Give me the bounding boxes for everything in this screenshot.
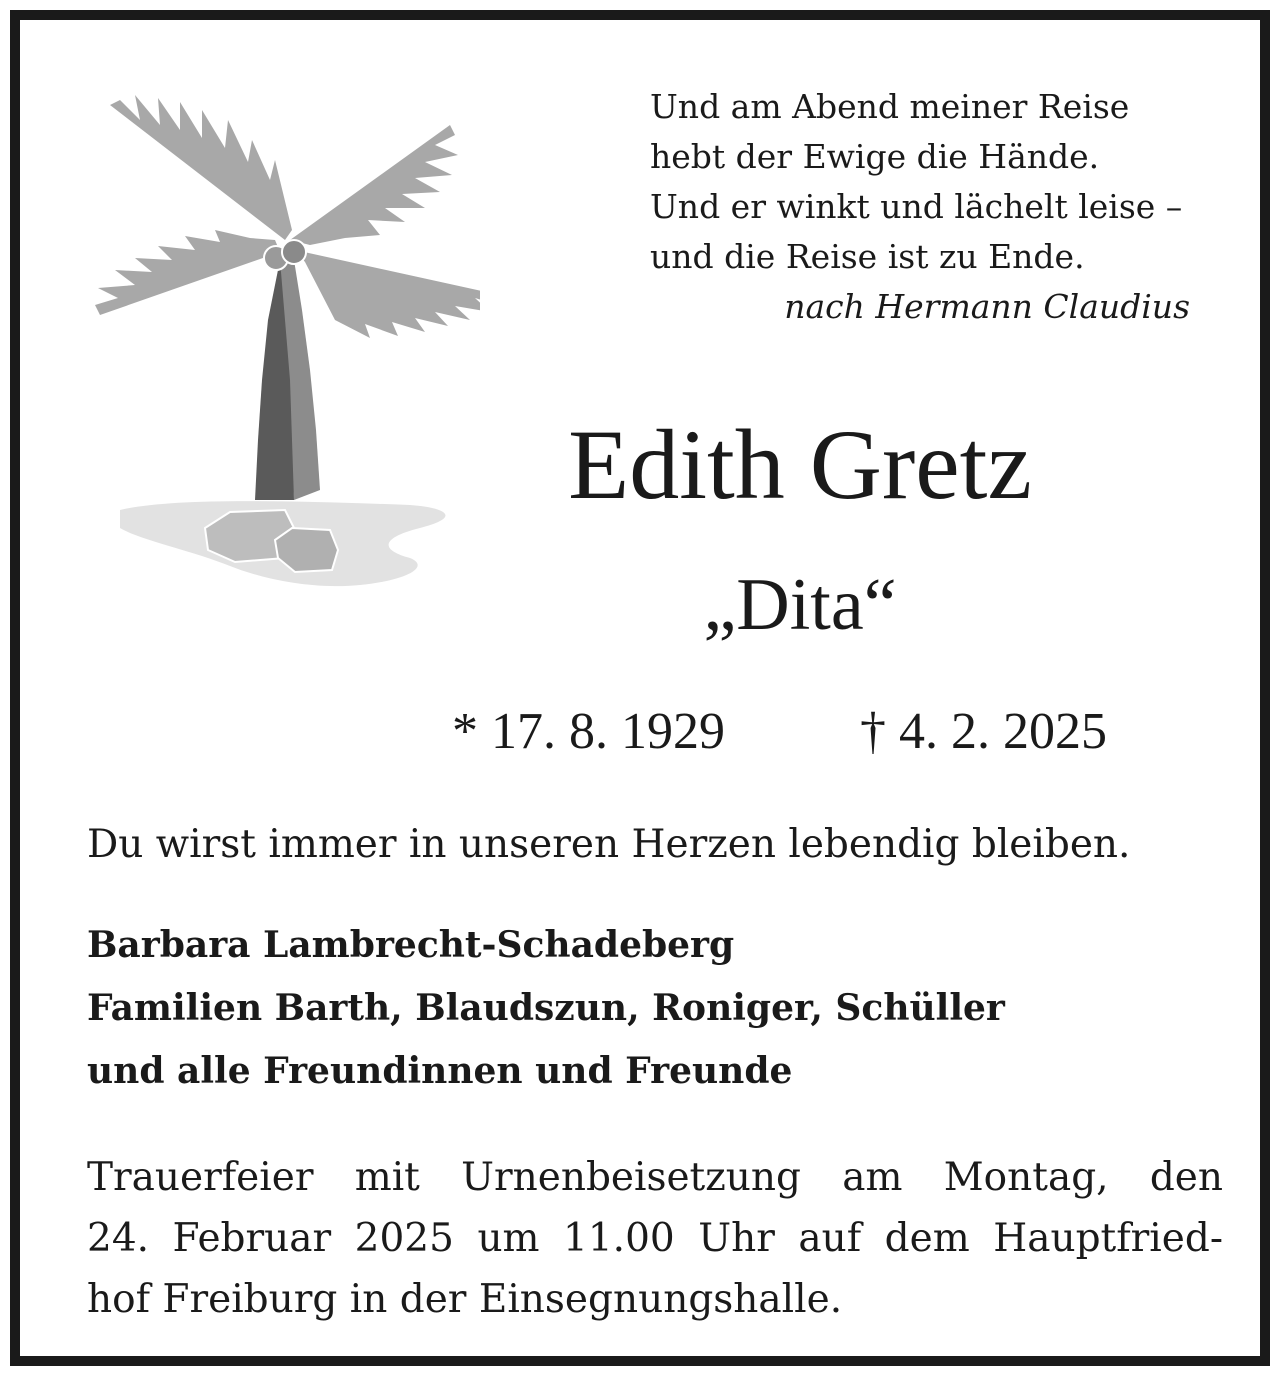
deceased-nickname: „Dita“ <box>703 564 897 646</box>
mourner-line: Familien Barth, Blaudszun, Roniger, Schüller <box>87 987 1005 1029</box>
service-line: 24. Februar 2025 um 11.00 Uhr auf dem Hauptfried- <box>87 1216 1223 1261</box>
mourner-line: Barbara Lambrecht-Schadeberg <box>87 924 735 966</box>
birth-date: * 17. 8. 1929 <box>452 703 725 760</box>
verse-line: Und er winkt und lächelt leise – <box>650 187 1183 226</box>
death-date: † 4. 2. 2025 <box>860 703 1107 760</box>
frond-icon <box>290 125 458 245</box>
deceased-name: Edith Gretz <box>568 409 1032 520</box>
service-line: hof Freiburg in der Einsegnungshalle. <box>87 1277 843 1322</box>
verse-attribution: nach Hermann Claudius <box>784 287 1190 326</box>
verse-line: und die Reise ist zu Ende. <box>650 237 1085 276</box>
verse-line: hebt der Ewige die Hände. <box>650 137 1100 176</box>
verse-block <box>650 82 1230 332</box>
frond-icon <box>295 250 480 338</box>
verse-line: Und am Abend meiner Reise <box>650 87 1130 126</box>
coconut-icon <box>282 240 306 264</box>
tagline: Du wirst immer in unseren Herzen lebendig bleiben. <box>87 822 1131 867</box>
palm-tree-icon <box>80 80 480 640</box>
mourner-line: und alle Freundinnen und Freunde <box>87 1050 793 1092</box>
mourners-block <box>87 914 1237 1103</box>
service-line: Trauerfeier mit Urnenbeisetzung am Montag, den <box>87 1155 1223 1200</box>
service-info <box>87 1147 1223 1330</box>
frond-icon <box>110 95 292 240</box>
frond-icon <box>95 230 280 315</box>
obituary-frame <box>10 10 1270 1366</box>
